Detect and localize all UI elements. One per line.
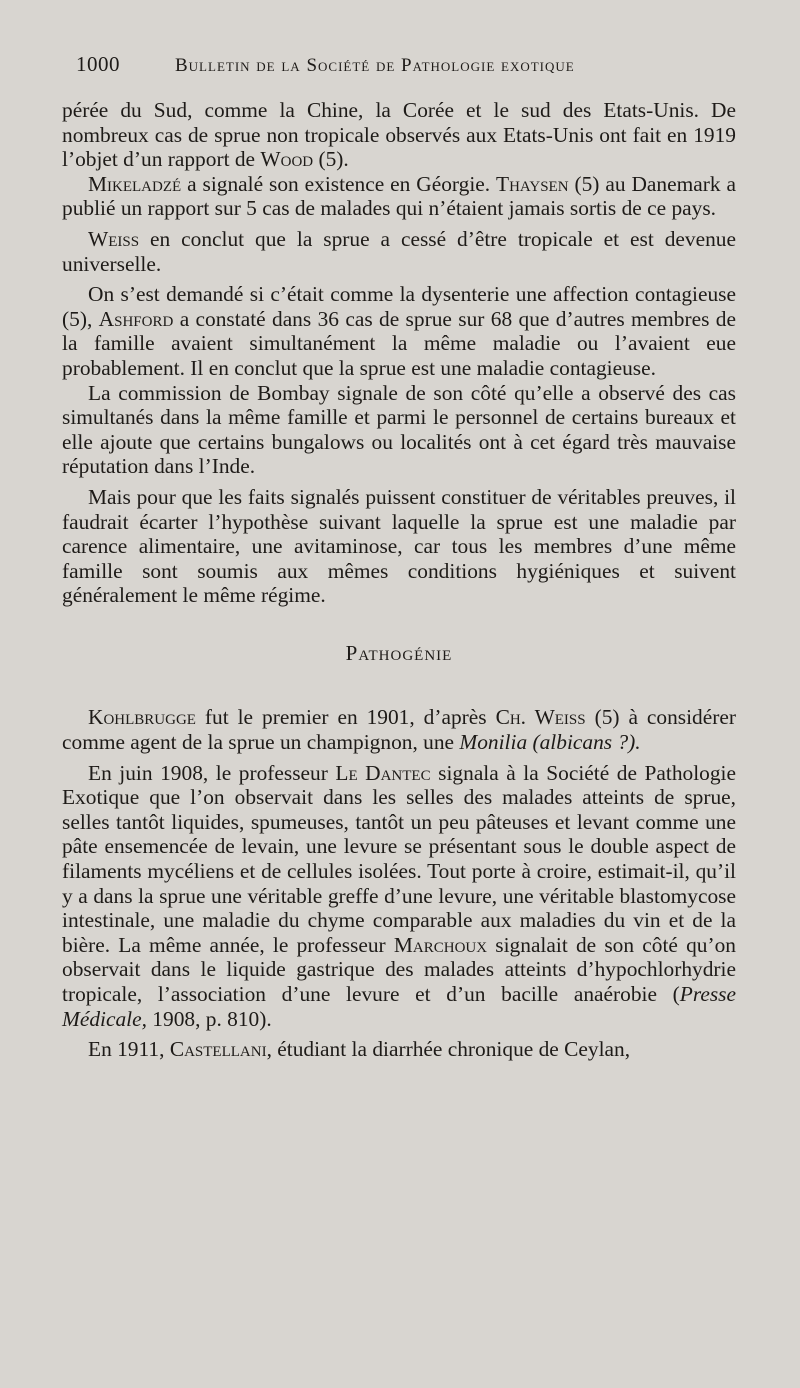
text-run: (5). xyxy=(318,147,349,172)
paragraph-3 xyxy=(62,227,736,276)
italic-citation: Presse Médicale, xyxy=(62,982,736,1031)
author-name: Le Dantec xyxy=(335,760,431,785)
paragraph-5 xyxy=(62,381,736,479)
author-name: Marchoux xyxy=(393,932,488,957)
author-name: Weiss xyxy=(88,226,140,251)
journal-title: Bulletin de la Société de Pathologie exotique xyxy=(175,55,575,76)
running-header xyxy=(76,52,646,86)
text-run: étudiant la diarrhée chronique de Ceylan, xyxy=(277,1037,631,1062)
text-run: La commission de Bombay signale de son côté qu’elle a observé des cas simultanés dans la même famille et parmi le personnel de certains bureaux et elle ajoute que certains bungalows ou localités ont à cet égard très mauvaise réputation dans l’Inde. xyxy=(62,380,736,479)
italic-term: Monilia (albicans ?). xyxy=(459,730,641,755)
author-name: Kohlbrugge xyxy=(88,705,196,730)
paragraph-6 xyxy=(62,485,736,608)
paragraph-2 xyxy=(62,172,736,221)
text-run: En juin 1908, le professeur xyxy=(88,760,328,785)
author-name: Wood xyxy=(260,147,314,172)
text-run: signala à la Société de Pathologie Exotique que l’on observait dans les selles des malades atteints de sprue, selles tantôt liquides, spumeuses, tantôt un peu pâteuses et levant comme une pâte ensemencée de levain, une levure se présentant sous le double aspect de filaments mycéliens et de cellules isolées. Tout porte à croire, estimait-il, qu’il y a dans la sprue une véritable greffe d’une levure, une véritable blastomycose intestinale, une maladie du chyme comparable aux maladies du vin et de la bière. La même année, le professeur xyxy=(62,760,736,957)
text-run: (5) au Danemark a publié un rapport sur 5 cas de malades qui n’étaient jamais sortis de ce pays. xyxy=(62,171,736,221)
text-run: (5) à considérer comme agent de la sprue un champignon, une xyxy=(62,705,736,755)
paragraph-9 xyxy=(62,1037,736,1062)
text-run: en conclut que la sprue a cessé d’être tropicale et est devenue universelle. xyxy=(62,226,736,276)
paragraph-8 xyxy=(62,761,736,1032)
paragraph-7 xyxy=(62,705,736,754)
body-text xyxy=(62,98,736,1062)
text-run: En 1911, xyxy=(88,1037,165,1062)
text-run: Mais pour que les faits signalés puissent constituer de véritables preuves, il faudrait écarter l’hypothèse suivant laquelle la sprue est une maladie par carence alimentaire, une avitaminose, car tous les membres d’une même famille sont soumis aux mêmes conditions hygiéniques et suivent généralement le même régime. xyxy=(62,484,736,608)
text-run: signalait de son côté qu’on observait dans le liquide gastrique des malades atteints d’hypochlorhydrie tropicale, l’association d’une levure et d’un bacille anaérobie ( xyxy=(62,932,736,1006)
text-run: On s’est demandé si c’était comme la dysenterie une affection contagieuse (5), xyxy=(62,282,736,331)
author-name: Mikeladzé xyxy=(88,171,182,196)
paragraph-4 xyxy=(62,282,736,380)
page-number: 1000 xyxy=(76,52,120,76)
author-name: Castellani, xyxy=(169,1037,272,1062)
section-heading: Pathogénie xyxy=(345,640,453,665)
author-name: Ashford xyxy=(98,306,174,331)
text-run: fut le premier en 1901, d’après xyxy=(204,705,487,730)
author-name: Ch. Weiss xyxy=(495,705,586,730)
text-run: 1908, p. 810). xyxy=(152,1006,272,1031)
text-run: a signalé son existence en Géorgie. xyxy=(187,171,491,196)
text-run: a constaté dans 36 cas de sprue sur 68 que d’autres membres de la famille avaient simultanément la même maladie ou l’avaient eue probablement. Il en conclut que la sprue est une maladie contagieuse. xyxy=(62,306,736,380)
text-run: pérée du Sud, comme la Chine, la Corée et le sud des Etats-Unis. De nombreux cas de sprue non tropicale observés aux Etats-Unis ont fait en 1919 l’objet d’un rapport de xyxy=(62,98,736,172)
author-name: Thaysen xyxy=(496,171,569,196)
paragraph-1 xyxy=(62,98,736,172)
